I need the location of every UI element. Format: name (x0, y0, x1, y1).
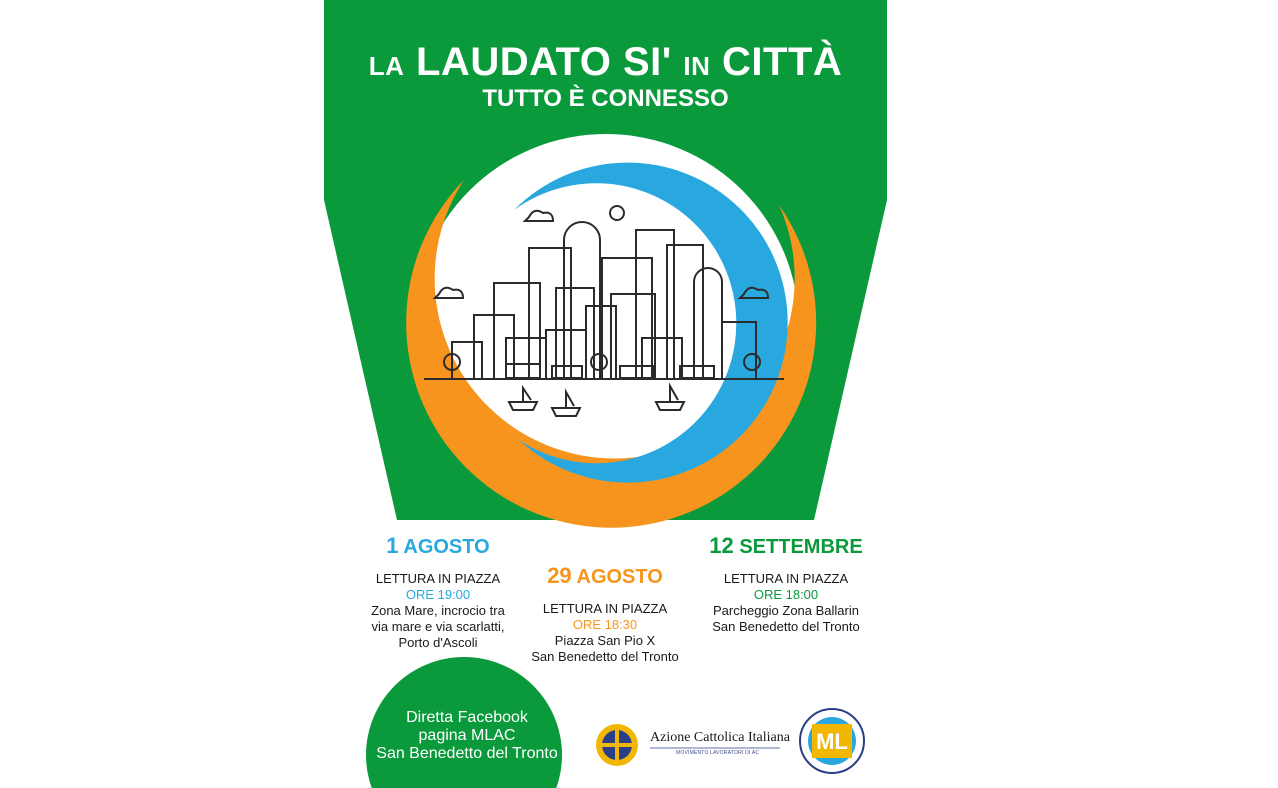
title-word-citta: CITTÀ (722, 40, 843, 84)
event-address-line: Porto d'Ascoli (398, 635, 478, 650)
event-address-line: Parcheggio Zona Ballarin (713, 603, 859, 618)
poster (324, 0, 887, 788)
event-time: ORE 19:00 (405, 587, 471, 602)
aci-logo-icon (596, 724, 638, 766)
facebook-line: pagina MLAC (418, 727, 516, 744)
event-3 (681, 533, 887, 635)
event-address-line: San Benedetto del Tronto (712, 619, 860, 634)
event-time: ORE 18:00 (753, 587, 819, 602)
facebook-line: San Benedetto del Tronto (376, 745, 558, 762)
event-date: 12 SETTEMBRE (709, 533, 863, 558)
event-label: LETTURA IN PIAZZA (375, 571, 501, 586)
mlac-logo-text: ML (816, 729, 848, 754)
event-date: 1 AGOSTO (386, 533, 490, 558)
title-word-in: IN (683, 51, 711, 81)
poster-background (324, 0, 887, 788)
facebook-line: Diretta Facebook (406, 709, 528, 726)
title-word-la: LA (368, 51, 405, 81)
event-2 (501, 563, 709, 665)
event-time: ORE 18:30 (572, 617, 638, 632)
subtitle: TUTTO È CONNESSO (482, 85, 729, 112)
aci-name: Azione Cattolica Italiana (650, 730, 790, 745)
event-date: 29 AGOSTO (547, 563, 663, 588)
event-address-line: Zona Mare, incrocio tra (371, 603, 505, 618)
aci-subtitle: MOVIMENTO LAVORATORI DI AC (676, 750, 760, 756)
title-line-1 (324, 40, 887, 85)
event-address-line: Piazza San Pio X (554, 633, 656, 648)
title-word-laudato: LAUDATO SI' (416, 40, 672, 84)
event-address-line: San Benedetto del Tronto (531, 649, 679, 664)
facebook-live-info (352, 709, 582, 763)
event-label: LETTURA IN PIAZZA (542, 601, 668, 616)
event-address-line: via mare e via scarlatti, (371, 619, 505, 634)
event-label: LETTURA IN PIAZZA (723, 571, 849, 586)
